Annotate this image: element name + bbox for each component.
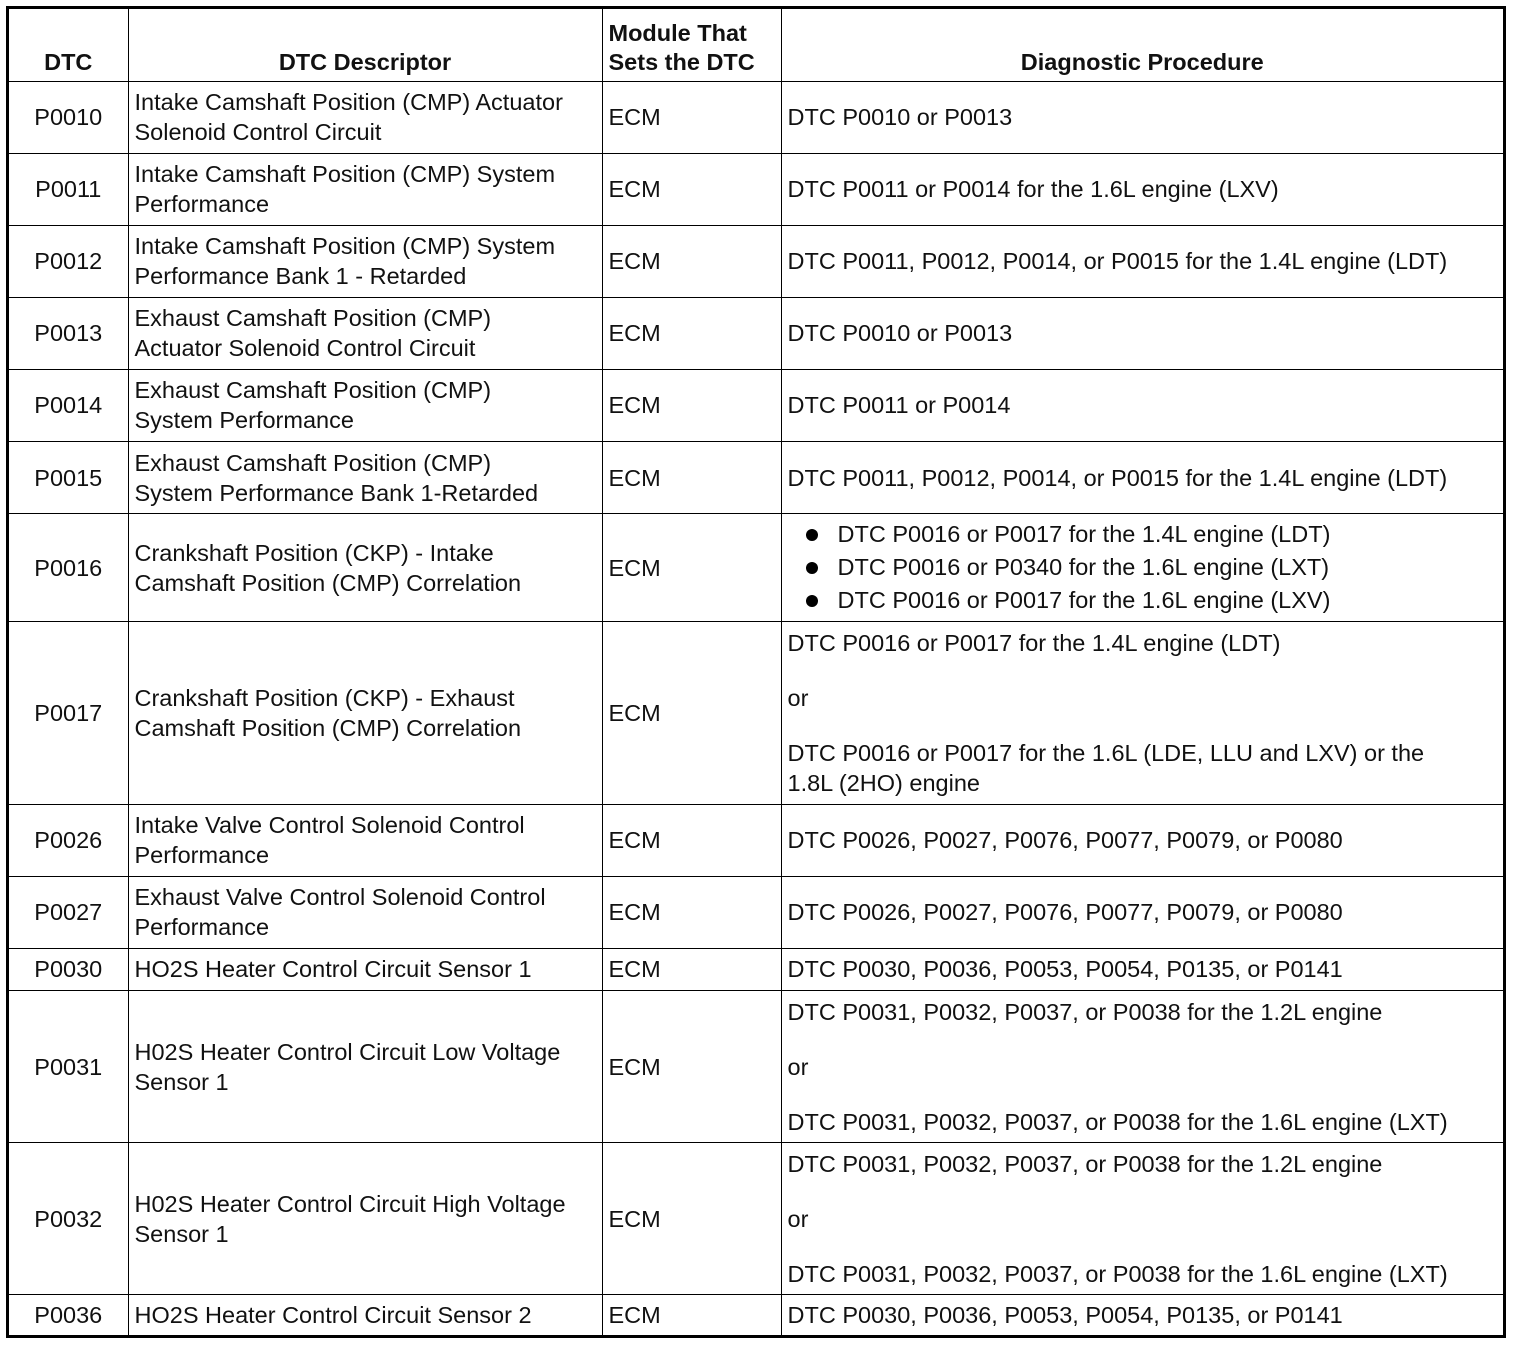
procedure-line: DTC P0026, P0027, P0076, P0077, P0079, or P0080 <box>787 827 1343 854</box>
module: ECM <box>602 442 781 514</box>
dtc-descriptor <box>128 369 602 441</box>
dtc-code: P0013 <box>9 297 128 369</box>
descriptor-line: Intake Valve Control Solenoid Control <box>134 812 525 839</box>
list-item <box>806 551 1498 584</box>
procedure-line: DTC P0011 or P0014 for the 1.6L engine (LXV) <box>787 176 1279 203</box>
header-descriptor: DTC Descriptor <box>128 9 602 81</box>
procedure-line: DTC P0011, P0012, P0014, or P0015 for the 1.4L engine (LDT) <box>787 464 1448 491</box>
dtc-descriptor <box>128 1295 602 1335</box>
dtc-code: P0015 <box>9 442 128 514</box>
procedure-line: DTC P0010 or P0013 <box>787 104 1013 131</box>
table-row <box>9 514 1503 622</box>
procedure-line: DTC P0030, P0036, P0053, P0054, P0135, or P0141 <box>787 1302 1343 1329</box>
procedure-line: DTC P0031, P0032, P0037, or P0038 for the 1.6L engine (LXT) <box>787 1260 1448 1287</box>
descriptor-line: Crankshaft Position (CKP) - Intake <box>134 539 494 566</box>
procedure-line: DTC P0030, P0036, P0053, P0054, P0135, or P0141 <box>787 956 1343 983</box>
procedure <box>781 153 1503 225</box>
procedure <box>781 297 1503 369</box>
procedure-line: DTC P0011 or P0014 <box>787 392 1011 419</box>
module: ECM <box>602 622 781 804</box>
dtc-descriptor <box>128 297 602 369</box>
dtc-table-sheet <box>6 6 1506 1338</box>
table-row <box>9 369 1503 441</box>
procedure <box>781 1143 1503 1295</box>
module: ECM <box>602 81 781 153</box>
procedure-line: DTC P0031, P0032, P0037, or P0038 for the 1.6L engine (LXT) <box>787 1108 1448 1135</box>
descriptor-line: Exhaust Camshaft Position (CMP) <box>134 449 492 476</box>
descriptor-line: Exhaust Camshaft Position (CMP) <box>134 377 492 404</box>
module: ECM <box>602 876 781 948</box>
table-row <box>9 297 1503 369</box>
module: ECM <box>602 948 781 990</box>
dtc-descriptor <box>128 1143 602 1295</box>
dtc-code: P0036 <box>9 1295 128 1335</box>
dtc-code: P0017 <box>9 622 128 804</box>
descriptor-line: Performance <box>134 191 270 218</box>
procedure <box>781 369 1503 441</box>
procedure-line: DTC P0016 or P0017 for the 1.6L (LDE, LLU and LXV) or the <box>787 739 1425 766</box>
procedure <box>781 804 1503 876</box>
module: ECM <box>602 225 781 297</box>
procedure-line: DTC P0031, P0032, P0037, or P0038 for the 1.2L engine <box>787 998 1383 1025</box>
dtc-code: P0026 <box>9 804 128 876</box>
descriptor-line: HO2S Heater Control Circuit Sensor 1 <box>134 956 532 983</box>
descriptor-line: HO2S Heater Control Circuit Sensor 2 <box>134 1302 532 1329</box>
procedure-line: DTC P0026, P0027, P0076, P0077, P0079, or P0080 <box>787 899 1343 926</box>
procedure-line: or <box>787 684 809 711</box>
dtc-descriptor <box>128 804 602 876</box>
procedure-line: DTC P0016 or P0017 for the 1.4L engine (LDT) <box>787 629 1281 656</box>
dtc-code: P0014 <box>9 369 128 441</box>
dtc-code: P0030 <box>9 948 128 990</box>
table-row <box>9 948 1503 990</box>
list-item <box>806 584 1498 617</box>
table-row <box>9 1295 1503 1335</box>
descriptor-line: Sensor 1 <box>134 1220 229 1247</box>
descriptor-line: Intake Camshaft Position (CMP) System <box>134 161 556 188</box>
procedure-line: DTC P0016 or P0017 for the 1.4L engine (LDT) <box>837 521 1331 548</box>
descriptor-line: Intake Camshaft Position (CMP) Actuator <box>134 89 563 116</box>
module: ECM <box>602 1143 781 1295</box>
bullet-icon <box>806 595 818 607</box>
dtc-descriptor <box>128 876 602 948</box>
dtc-descriptor <box>128 514 602 622</box>
procedure <box>781 81 1503 153</box>
descriptor-line: Performance <box>134 914 270 941</box>
procedure-line: or <box>787 1205 809 1232</box>
descriptor-line: System Performance <box>134 407 354 434</box>
descriptor-line: Intake Camshaft Position (CMP) System <box>134 233 556 260</box>
dtc-table <box>9 9 1503 1335</box>
dtc-code: P0032 <box>9 1143 128 1295</box>
dtc-code: P0016 <box>9 514 128 622</box>
dtc-descriptor <box>128 442 602 514</box>
descriptor-line: Crankshaft Position (CKP) - Exhaust <box>134 684 515 711</box>
dtc-code: P0010 <box>9 81 128 153</box>
table-row <box>9 1143 1503 1295</box>
dtc-code: P0011 <box>9 153 128 225</box>
table-row <box>9 442 1503 514</box>
table-row <box>9 622 1503 804</box>
descriptor-line: Camshaft Position (CMP) Correlation <box>134 714 522 741</box>
procedure <box>781 876 1503 948</box>
dtc-code: P0012 <box>9 225 128 297</box>
procedure <box>781 990 1503 1142</box>
descriptor-line: Performance Bank 1 - Retarded <box>134 263 467 290</box>
bullet-icon <box>806 529 818 541</box>
dtc-code: P0027 <box>9 876 128 948</box>
dtc-descriptor <box>128 225 602 297</box>
module: ECM <box>602 153 781 225</box>
procedure-line: DTC P0031, P0032, P0037, or P0038 for the 1.2L engine <box>787 1150 1383 1177</box>
procedure-line: 1.8L (2HO) engine <box>787 769 980 796</box>
descriptor-line: System Performance Bank 1-Retarded <box>134 479 539 506</box>
descriptor-line: Camshaft Position (CMP) Correlation <box>134 569 522 596</box>
dtc-descriptor <box>128 81 602 153</box>
module: ECM <box>602 804 781 876</box>
module: ECM <box>602 514 781 622</box>
table-row <box>9 876 1503 948</box>
procedure-line: DTC P0016 or P0017 for the 1.6L engine (LXV) <box>837 587 1331 614</box>
module: ECM <box>602 369 781 441</box>
module: ECM <box>602 990 781 1142</box>
descriptor-line: H02S Heater Control Circuit High Voltage <box>134 1190 566 1217</box>
procedure <box>781 514 1503 622</box>
header-module-line2: Sets the DTC <box>608 48 755 75</box>
header-row <box>9 9 1503 81</box>
list-item <box>806 518 1498 551</box>
table-row <box>9 804 1503 876</box>
descriptor-line: Sensor 1 <box>134 1068 229 1095</box>
descriptor-line: Actuator Solenoid Control Circuit <box>134 335 476 362</box>
procedure-line: or <box>787 1053 809 1080</box>
table-row <box>9 81 1503 153</box>
header-procedure: Diagnostic Procedure <box>781 9 1503 81</box>
procedure-line: DTC P0016 or P0340 for the 1.6L engine (LXT) <box>837 554 1330 581</box>
procedure-bullet-list <box>788 518 1498 617</box>
table-row <box>9 153 1503 225</box>
table-row <box>9 990 1503 1142</box>
dtc-descriptor <box>128 153 602 225</box>
procedure <box>781 1295 1503 1335</box>
descriptor-line: Exhaust Camshaft Position (CMP) <box>134 305 492 332</box>
module: ECM <box>602 297 781 369</box>
descriptor-line: Performance <box>134 842 270 869</box>
dtc-descriptor <box>128 948 602 990</box>
header-dtc: DTC <box>9 9 128 81</box>
dtc-code: P0031 <box>9 990 128 1142</box>
descriptor-line: Solenoid Control Circuit <box>134 119 382 146</box>
header-module <box>602 9 781 81</box>
procedure <box>781 622 1503 804</box>
dtc-descriptor <box>128 622 602 804</box>
header-module-line1: Module That <box>608 19 747 46</box>
procedure <box>781 225 1503 297</box>
dtc-descriptor <box>128 990 602 1142</box>
descriptor-line: H02S Heater Control Circuit Low Voltage <box>134 1038 561 1065</box>
module: ECM <box>602 1295 781 1335</box>
descriptor-line: Exhaust Valve Control Solenoid Control <box>134 884 546 911</box>
bullet-icon <box>806 562 818 574</box>
procedure-line: DTC P0011, P0012, P0014, or P0015 for the 1.4L engine (LDT) <box>787 248 1448 275</box>
procedure-line: DTC P0010 or P0013 <box>787 320 1013 347</box>
procedure <box>781 948 1503 990</box>
table-row <box>9 225 1503 297</box>
procedure <box>781 442 1503 514</box>
